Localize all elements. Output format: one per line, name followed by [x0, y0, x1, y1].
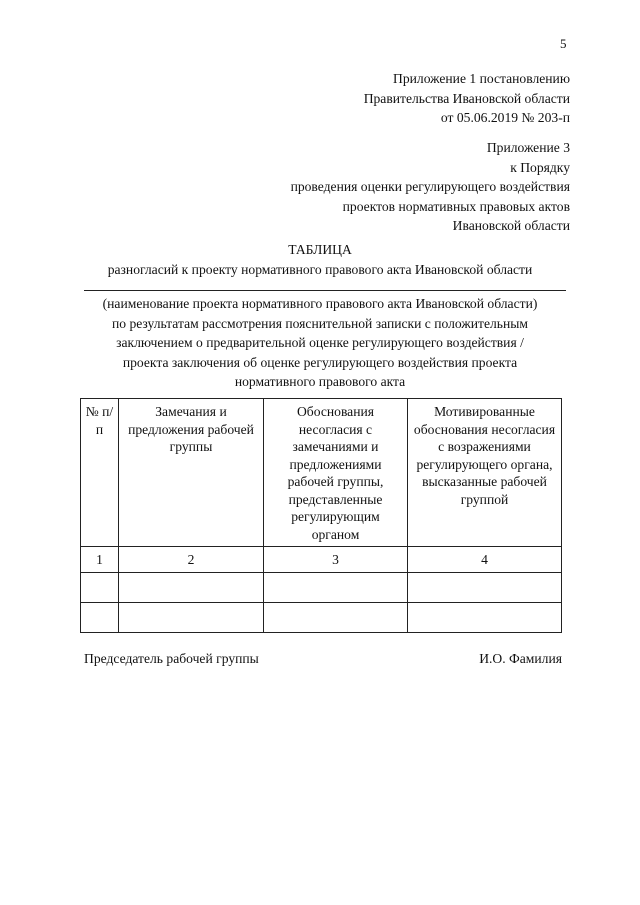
table-row — [81, 573, 562, 603]
document-title — [80, 240, 560, 279]
column-number-row — [81, 547, 562, 573]
table-cell — [119, 603, 264, 633]
table-cell — [264, 603, 408, 633]
appendix-3-line: проведения оценки регулирующего воздействия — [290, 179, 570, 194]
column-number: 3 — [264, 547, 408, 573]
disagreements-table — [80, 398, 562, 633]
description-line: нормативного правового акта — [234, 374, 406, 389]
appendix-3-line: проектов нормативных правовых актов — [342, 198, 570, 214]
column-number: 2 — [119, 547, 264, 573]
table-cell — [408, 573, 562, 603]
appendix-3-line: к Порядку — [510, 159, 570, 175]
description-block — [80, 294, 560, 392]
page-number: 5 — [560, 36, 567, 51]
table-cell — [81, 573, 119, 603]
appendix-1-line: от 05.06.2019 № 203-п — [440, 110, 570, 125]
header-remarks: Замечания и предложения рабочей группы — [119, 399, 264, 547]
description-line: по результатам рассмотрения пояснительной записки с положительным — [111, 315, 529, 331]
description-line: проекта заключения об оценке регулирующего воздействия проекта — [122, 354, 518, 370]
appendix-1-line: Правительства Ивановской области — [363, 90, 570, 106]
title-subheading: разногласий к проекту нормативного правового акта Ивановской области — [107, 261, 533, 277]
column-number: 4 — [408, 547, 562, 573]
table-row — [81, 603, 562, 633]
table-cell — [408, 603, 562, 633]
table-cell — [264, 573, 408, 603]
description-line: заключением о предварительной оценке регулирующего воздействия / — [116, 335, 524, 350]
appendix-3-line: Приложение 3 — [486, 140, 570, 155]
description-line: (наименование проекта нормативного правового акта Ивановской области) — [102, 296, 538, 311]
title-heading: ТАБЛИЦА — [288, 242, 352, 257]
appendix-3-block — [291, 138, 570, 236]
appendix-1-block — [364, 69, 570, 128]
header-objections: Обоснования несогласия с замечаниями и предложениями рабочей группы, представленные регулирующим органом — [264, 399, 408, 547]
table-cell — [119, 573, 264, 603]
chairman-name: И.О. Фамилия — [479, 651, 562, 666]
appendix-1-line: Приложение 1 постановлению — [393, 71, 570, 86]
column-number: 1 — [81, 547, 119, 573]
table-header-row — [81, 399, 562, 547]
table-cell — [81, 603, 119, 633]
chairman-label: Председатель рабочей группы — [84, 651, 259, 666]
header-number: № п/п — [81, 399, 119, 547]
blank-line — [84, 290, 566, 291]
appendix-3-line: Ивановской области — [452, 218, 570, 233]
header-motivated: Мотивированные обоснования несогласия с возражениями регулирующего органа, высказанные рабочей группой — [408, 399, 562, 547]
